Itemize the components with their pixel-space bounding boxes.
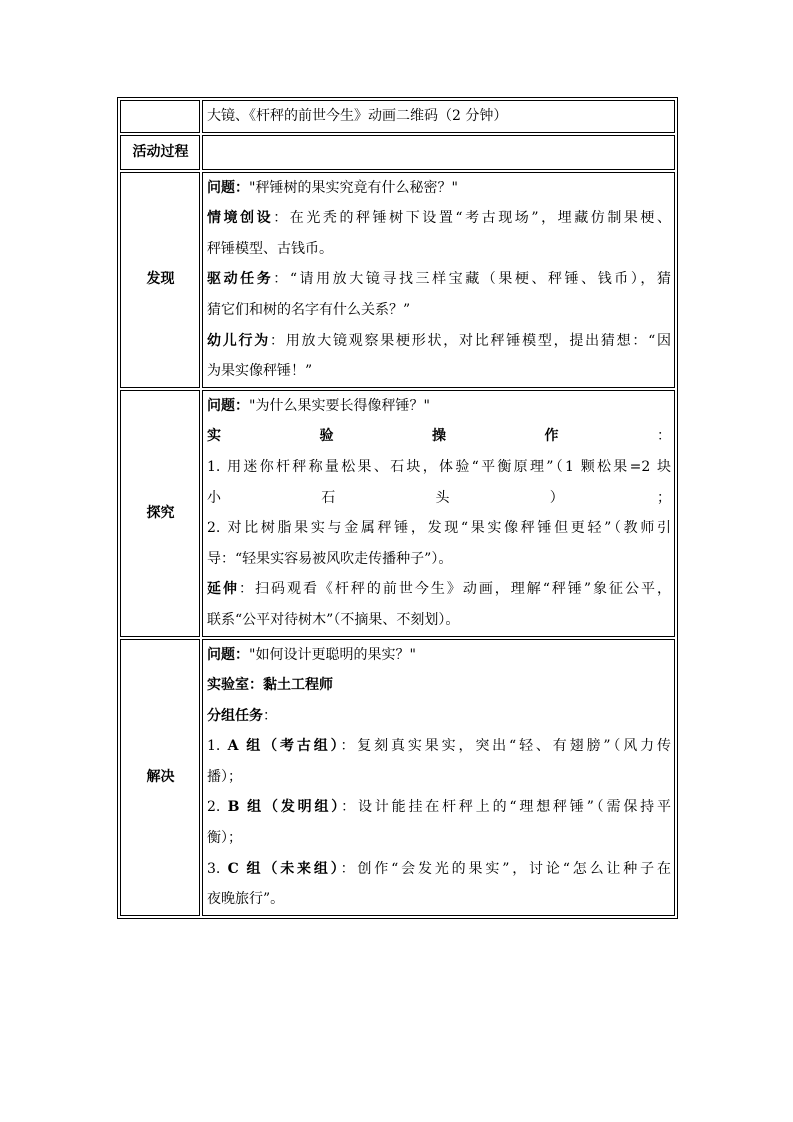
solve-line-number: 3. — [207, 860, 228, 877]
explore-line-text: ： — [657, 428, 671, 445]
explore-line-text: ：扫码观看《杆秤的前世今生》动画，理解“秤锤”象征公平， — [238, 581, 671, 598]
process-header-label: 活动过程 — [120, 135, 200, 170]
discover-line — [207, 295, 671, 326]
discover-line — [207, 234, 671, 265]
solve-line-text: ：复刻真实果实，突出“轻、有翅膀”（风力传 — [340, 738, 671, 755]
explore-line-text: 联系“公平对待树木”（不摘果、不刻划）。 — [207, 611, 460, 628]
activity-table — [117, 97, 678, 919]
explore-line-text: 导：“轻果实容易被风吹走传播种子”）。 — [207, 550, 453, 567]
discover-label: 发现 — [120, 172, 200, 388]
solve-line-text: ： — [263, 707, 277, 724]
solve-line-text: 衡）； — [207, 830, 242, 847]
process-header-content — [202, 135, 675, 170]
solve-line-keyword: 问题： — [207, 646, 249, 663]
solve-line — [207, 792, 671, 823]
discover-line-text: ：“请用放大镜寻找三样宝藏（果梗、秤锤、钱币），猜 — [273, 271, 672, 288]
discover-line-text: ：用放大镜观察果梗形状，对比秤锤模型，提出猜想：“因 — [270, 332, 672, 349]
discover-line-text: 猜它们和树的名字有什么关系？” — [207, 301, 411, 318]
solve-line-number: 1. — [207, 738, 228, 755]
solve-line-text: 夜晚旅行”。 — [207, 891, 285, 908]
process-header-row — [120, 135, 675, 170]
solve-line-keyword: B 组（发明组） — [227, 799, 342, 816]
discover-line — [207, 203, 671, 234]
materials-row — [120, 100, 675, 133]
solve-line-keyword: A 组（考古组） — [227, 738, 341, 755]
explore-line — [207, 544, 671, 575]
explore-line-text: 小石头）； — [207, 489, 671, 506]
solve-line-text: ：创作“会发光的果实”，讨论“怎么让种子在 — [340, 860, 671, 877]
explore-line — [207, 574, 671, 605]
solve-line-text: 播）； — [207, 768, 242, 785]
materials-content-cell — [202, 100, 675, 133]
explore-line — [207, 421, 671, 452]
explore-label: 探究 — [120, 390, 200, 637]
solve-line-text: "如何设计更聪明的果实？" — [249, 646, 416, 663]
solve-label: 解决 — [120, 639, 200, 916]
discover-line-text: "秤锤树的果实究竟有什么秘密？" — [249, 179, 458, 196]
solve-line-keyword: 实验室：黏土工程师 — [207, 677, 333, 694]
solve-line — [207, 823, 671, 854]
explore-line-keyword: 延伸 — [207, 581, 239, 598]
discover-row — [120, 172, 675, 388]
solve-line-number: 2. — [207, 799, 228, 816]
solve-line-keyword: 分组任务 — [207, 707, 263, 724]
solve-content — [202, 639, 675, 916]
solve-row — [120, 639, 675, 916]
explore-line-text: 1. 用迷你杆秤称量松果、石块，体验“平衡原理”（1 颗松果=2 块 — [207, 458, 671, 475]
solve-line — [207, 854, 671, 885]
solve-line — [207, 762, 671, 793]
explore-content — [202, 390, 675, 637]
discover-line-keyword: 情境创设 — [207, 210, 274, 227]
discover-line-text: ：在光秃的秤锤树下设置“考古现场”，埋藏仿制果梗、 — [273, 210, 671, 227]
solve-line — [207, 670, 671, 701]
materials-text: 大镜、《杆秤的前世今生》动画二维码（2 分钟） — [207, 108, 508, 124]
explore-line — [207, 452, 671, 483]
discover-line — [207, 326, 671, 357]
discover-line-keyword: 问题： — [207, 179, 249, 196]
explore-line — [207, 391, 671, 422]
explore-line-keyword: 问题： — [207, 397, 249, 414]
solve-line-keyword: C 组（未来组） — [227, 860, 341, 877]
discover-line-keyword: 驱动任务 — [207, 271, 274, 288]
discover-line — [207, 173, 671, 204]
discover-content — [202, 172, 675, 388]
discover-line-text: 秤锤模型、古钱币。 — [207, 240, 333, 257]
solve-line — [207, 701, 671, 732]
explore-row — [120, 390, 675, 637]
solve-line-text: ：设计能挂在杆秤上的“理想秤锤”（需保持平 — [341, 799, 671, 816]
explore-line-text: 2. 对比树脂果实与金属秤锤，发现“果实像秤锤但更轻”（教师引 — [207, 520, 671, 537]
explore-line-text: "为什么果实要长得像秤锤？" — [249, 397, 430, 414]
discover-line-text: 为果实像秤锤！” — [207, 363, 313, 380]
explore-line — [207, 605, 671, 636]
explore-line-keyword: 实验操作 — [207, 428, 657, 445]
discover-line — [207, 356, 671, 387]
solve-line — [207, 640, 671, 671]
solve-line — [207, 731, 671, 762]
solve-line — [207, 884, 671, 915]
explore-line — [207, 483, 671, 514]
explore-line — [207, 513, 671, 544]
discover-line-keyword: 幼儿行为 — [207, 332, 271, 349]
materials-label-cell — [120, 100, 200, 133]
discover-line — [207, 264, 671, 295]
